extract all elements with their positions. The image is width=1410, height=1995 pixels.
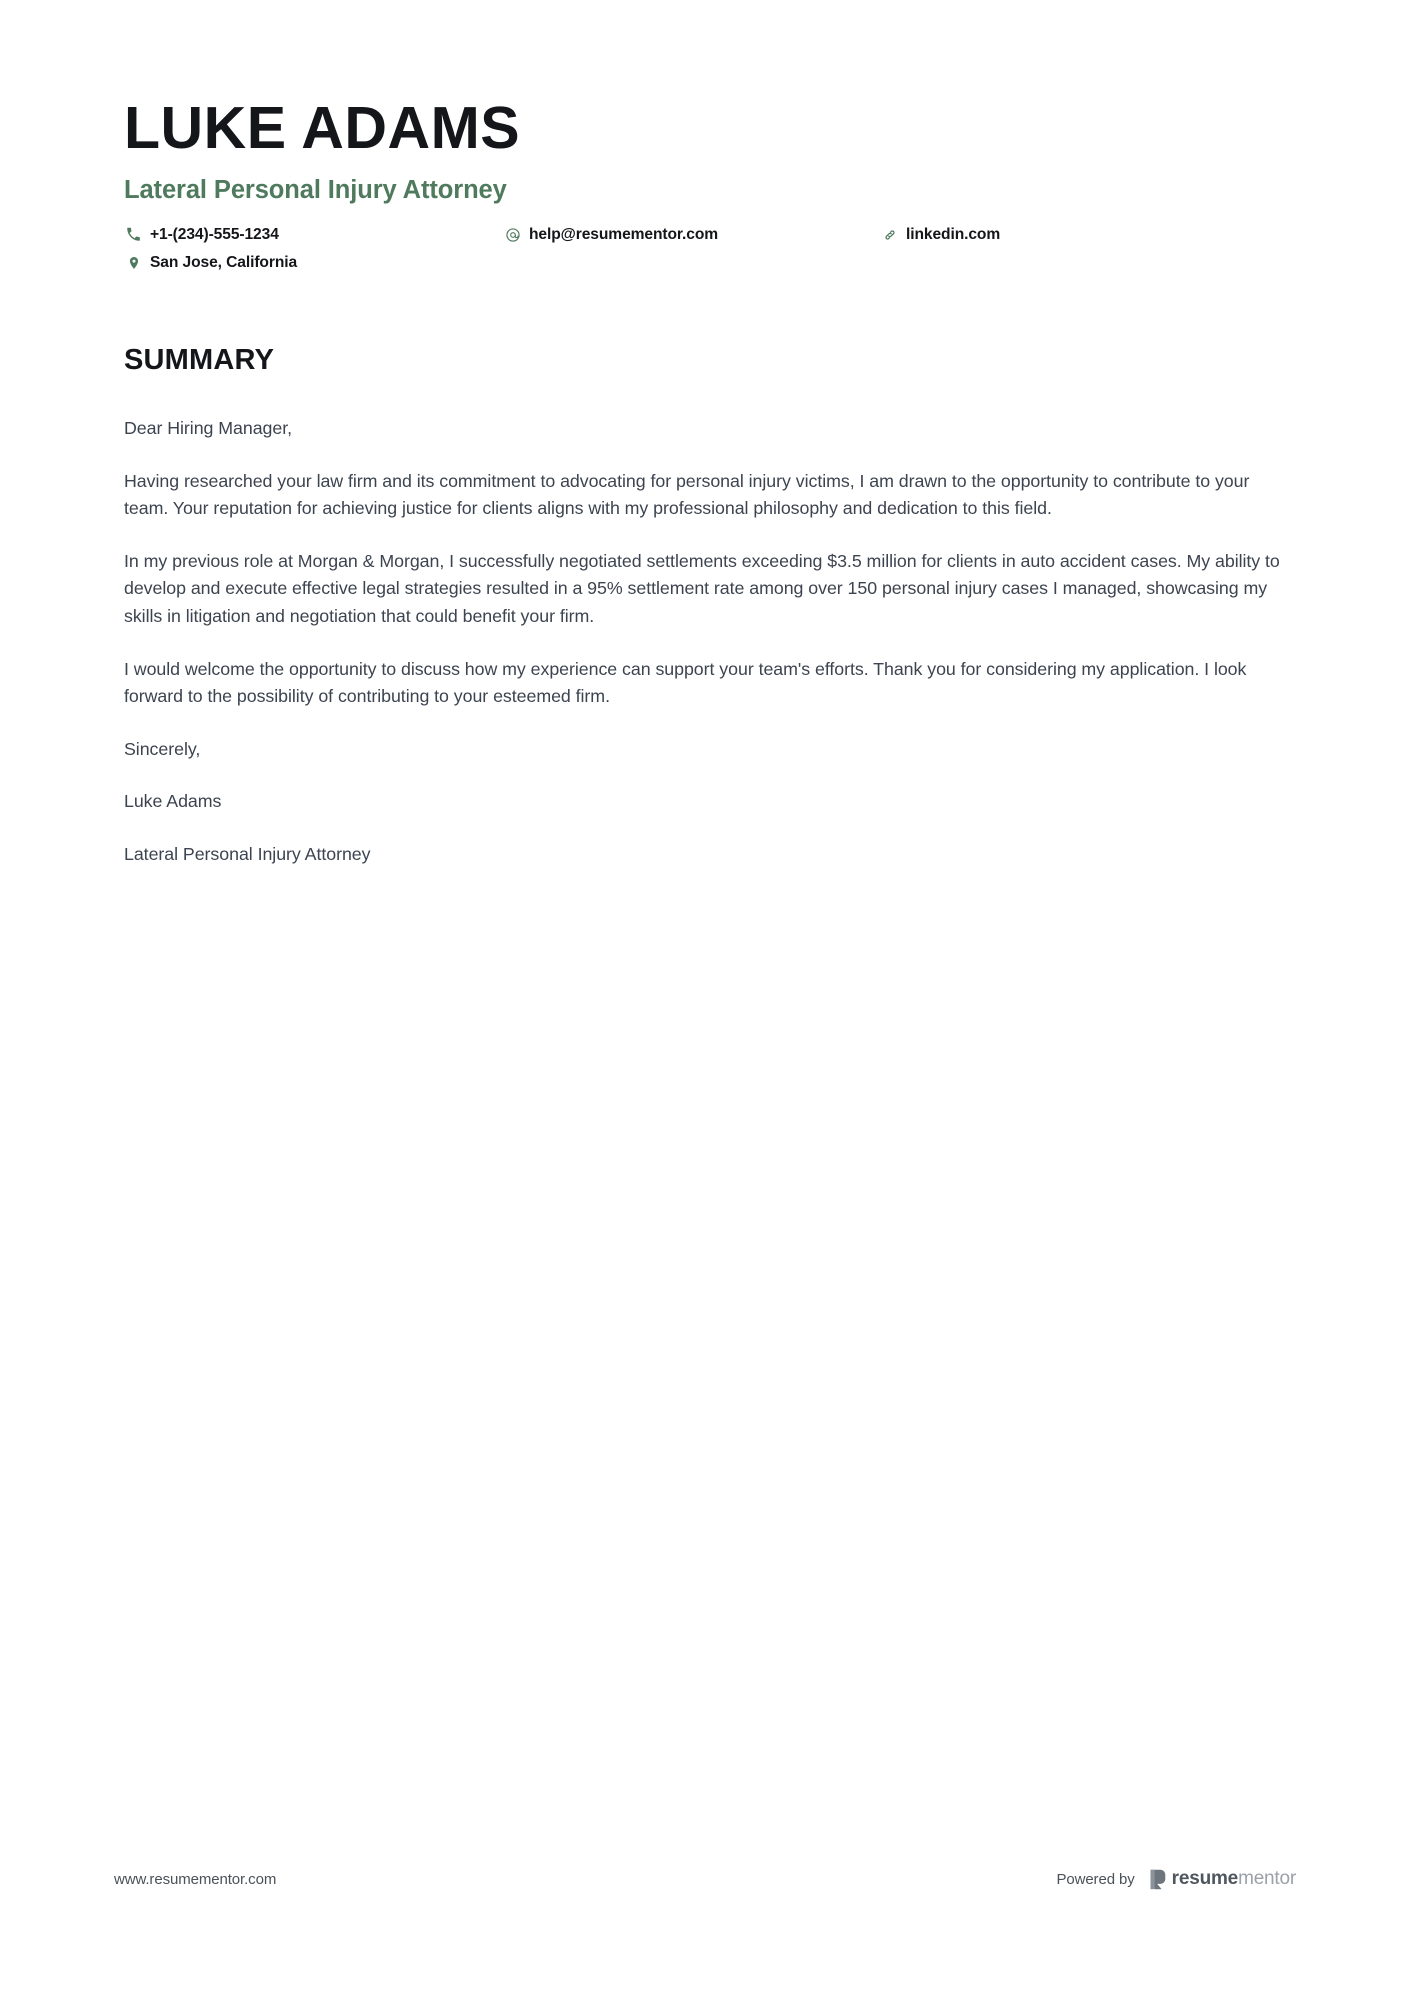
footer-brand-group	[1056, 1868, 1296, 1890]
page-content	[124, 0, 1286, 869]
summary-section	[124, 344, 1286, 868]
candidate-job-title: Lateral Personal Injury Attorney	[124, 176, 507, 205]
letter-signature-name: Luke Adams	[124, 791, 222, 812]
contact-email[interactable]	[503, 225, 880, 244]
contact-block	[124, 225, 1286, 272]
contact-linkedin-label: linkedin.com	[906, 225, 1001, 243]
bookmark-icon	[1149, 1869, 1166, 1890]
brand-word-bold: resume	[1171, 1868, 1239, 1889]
letter-paragraph-1: Having researched your law firm and its commitment to advocating for personal injury victims, I am drawn to the opportunity to contribute to your team. Your reputation for achieving justice for clients aligns with my professional philosophy and dedication to this field.	[124, 470, 1250, 519]
contact-row-primary	[124, 225, 1286, 244]
contact-phone-label: +1-(234)-555-1234	[150, 225, 279, 243]
letter-signature-title: Lateral Personal Injury Attorney	[124, 843, 371, 864]
location-pin-icon	[124, 253, 143, 272]
contact-phone[interactable]	[124, 225, 503, 244]
page-footer	[114, 1868, 1296, 1890]
contact-email-label: help@resumementor.com	[529, 225, 719, 243]
footer-website[interactable]: www.resumementor.com	[114, 1870, 277, 1888]
contact-row-secondary	[124, 253, 1286, 272]
resumementor-wordmark	[1172, 1868, 1296, 1890]
letter-header	[124, 0, 1286, 272]
candidate-name: LUKE ADAMS	[124, 95, 521, 161]
letter-salutation: Dear Hiring Manager,	[124, 418, 292, 439]
section-title-summary: SUMMARY	[124, 344, 275, 377]
letter-paragraph-3: I would welcome the opportunity to discuss how my experience can support your team's efforts. Thank you for considering my application. I look forward to the possibility of contributing to your esteemed firm.	[124, 658, 1247, 707]
contact-location-label: San Jose, California	[150, 253, 298, 271]
contact-linkedin[interactable]	[880, 225, 1000, 244]
phone-icon	[124, 225, 143, 244]
resumementor-logo[interactable]	[1149, 1868, 1296, 1890]
brand-word-light: mentor	[1238, 1868, 1296, 1889]
link-chain-icon	[880, 225, 899, 244]
letter-paragraph-2: In my previous role at Morgan & Morgan, I successfully negotiated settlements exceeding $3.5 million for clients in auto accident cases. My ability to develop and execute effective legal strategies resulted in a 95% settlement rate among over 150 personal injury cases I managed, showcasing my skills in litigation and negotiation that could benefit your firm.	[124, 550, 1280, 627]
powered-by-label: Powered by	[1056, 1870, 1135, 1888]
email-at-icon	[503, 225, 522, 244]
contact-location	[124, 253, 503, 272]
letter-body	[124, 415, 1286, 868]
letter-closing: Sincerely,	[124, 738, 201, 759]
